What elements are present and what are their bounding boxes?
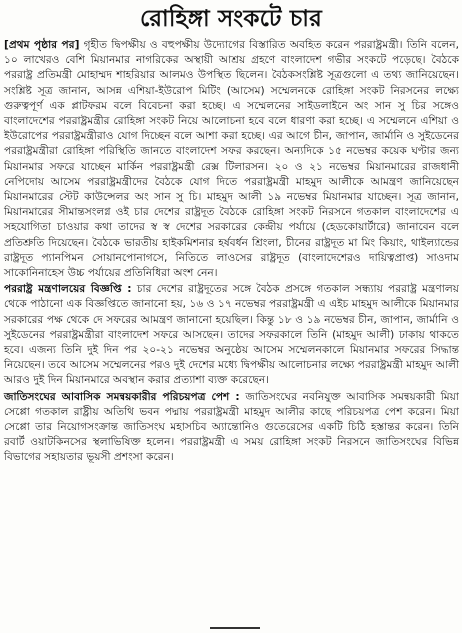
headline: রোহিঙ্গা সংকটে চার — [140, 5, 322, 32]
subheading-un-coordinator: জাতিসংঘের আবাসিক সমন্বয়কারীর পরিচয়পত্র পেশ : — [4, 390, 240, 403]
paragraph-lead — [4, 38, 459, 281]
continuation-tag: [প্রথম পৃষ্ঠার পর] — [4, 39, 80, 51]
paragraph-text: চার দেশের রাষ্ট্রদূতের সঙ্গে বৈঠক প্রসঙ্গে গতকাল সন্ধ্যায় পররাষ্ট্র মন্ত্রণালয় থেকে পাঠানো এক বিজ্ঞপ্তিতে জানানো হয়, ১৬ ও ১৭ নভেম্বর পররাষ্ট্রমন্ত্রী এ এইচ মাহমুদ আলীকে মিয়ানমার সরকারের পক্ষ থেকে দে সফরের আমন্ত্রণ জানানো হয়েছিল। কিন্তু ১৮ ও ১৯ নভেম্বর চীন, জাপান, জার্মানি ও সুইডেনের পররাষ্ট্রমন্ত্রীরা বাংলাদেশ সফরে আসছেন। তাদের সফরকালে তিনি (মাহমুদ আলী) ঢাকায় থাকতে হবে। এজন্য তিনি দুই দিন পর ২০-২১ নভেম্বর অনুষ্ঠেয় আসেম সম্মেলনকালে মিয়ানমার সফরের সিদ্ধান্ত নিয়েছেন। তবে আসেম সম্মেলনের পরও দুই দেশের মধ্যে দ্বিপক্ষীয় আলোচনার লক্ষ্যে পররাষ্ট্রমন্ত্রী মাহমুদ আলী আরও দুই দিন মিয়ানমারে অবস্থান করার প্রত্যাশা ব্যক্ত করেছেন। — [4, 283, 459, 387]
column-end-rule — [210, 627, 260, 633]
paragraph-un-coordinator — [4, 390, 459, 466]
article-body — [4, 38, 459, 467]
paragraph-ministry-notice — [4, 282, 459, 388]
headline-container — [0, 0, 462, 38]
paragraph-text: জাতিসংঘের নবনিযুক্ত আবাসিক সমন্বয়কারী মিয়া সেপ্পো গতকাল রাষ্ট্রীয় অতিথি ভবন পদ্মায় পররাষ্ট্রমন্ত্রী মাহমুদ আলীর কাছে পরিচয়পত্র পেশ করেন। মিয়া সেপ্পো তার নিয়োগসংক্রান্ত জাতিসংঘ মহাসচিব অ্যান্তোনিও গুতেরেসের একটি চিঠি হস্তান্তর করেন। তিনি রবার্ট ওয়াটকিনসের স্থলাভিষিক্ত হলেন। পররাষ্ট্রমন্ত্রী এ সময় রোহিঙ্গা সংকট নিরসনে জাতিসংঘের বিভিন্ন বিভাগের সহায়তার ভূয়সী প্রশংসা করেন। — [4, 390, 459, 464]
subheading-ministry-notice: পররাষ্ট্র মন্ত্রণালয়ের বিজ্ঞপ্তি : — [4, 283, 132, 296]
paragraph-text: গৃহীত দ্বিপক্ষীয় ও বহুপক্ষীয় উদ্যোগের বিস্তারিত অবহিত করেন পররাষ্ট্রমন্ত্রী। তিনি বলেন, ১০ লাখেরও বেশি মিয়ানমার নাগরিকের অস্থায়ী আশ্রয় গ্রহণে বাংলাদেশ গভীর সংকটে পড়েছে। বৈঠকে পররাষ্ট্র প্রতিমন্ত্রী মোহাম্মদ শাহরিয়ার আলমও উপস্থিত ছিলেন। বৈঠকসংশ্লিষ্ট সূত্রগুলো এ তথ্য জানিয়েছেন। সংশ্লিষ্ট সূত্র জানান, আসন্ন এশিয়া-ইউরোপ মিটিং (আসেম) সম্মেলনকে রোহিঙ্গা সংকট নিরসনের লক্ষ্যে গুরুত্বপূর্ণ এক প্লাটফরম বলে বিবেচনা করা হচ্ছে। এ সম্মেলনের সাইডলাইনে অং সান সু চির সঙ্গেও বাংলাদেশের পররাষ্ট্রমন্ত্রীর রোহিঙ্গা সংকট নিয়ে আলোচনা হবে বলে ধারণা করা হচ্ছে। এ সম্মেলনে এশিয়া ও ইউরোপের পররাষ্ট্রমন্ত্রীরাও যোগ দিচ্ছেন বলে আশা করা হচ্ছে। এর আগে চীন, জাপান, জার্মানি ও সুইডেনের পররাষ্ট্রমন্ত্রীরা রোহিঙ্গা পরিস্থিতি জানতে বাংলাদেশ সফর করছেন। অন্যদিকে ১৫ নভেম্বর কয়েক ঘণ্টার জন্য মিয়ানমার সফরে যাচ্ছেন মার্কিন পররাষ্ট্রমন্ত্রী রেক্স টিলারসন। ২০ ও ২১ নভেম্বর মিয়ানমারের রাজধানী নেপিদোয় আসেম পররাষ্ট্রমন্ত্রীদের বৈঠকে যোগ দিতে পররাষ্ট্রমন্ত্রী মাহমুদ আলীকে আমন্ত্রণ জানিয়েছেন মিয়ানমারের স্টেট কাউন্সেলর অং সান সু চি। মাহমুদ আলী ১৯ নভেম্বর মিয়ানমার যাচ্ছেন। সূত্র জানান, মিয়ানমারের সীমান্তসংলগ্ন ওই চার দেশের রাষ্ট্রদূত বৈঠকে রোহিঙ্গা সংকট নিরসনে গতকাল বাংলাদেশের এ সহযোগিতা চাওয়ার কথা তাদের স্ব স্ব দেশের সরকারের কেন্দ্রীয় পর্যায়ে (হেডকোয়ার্টারে) জানাবেন বলে প্রতিশ্রুতি দিয়েছেন। বৈঠকে ভারতীয় হাইকমিশনার হর্ষবর্ধন শ্রিংলা, চীনের রাষ্ট্রদূত মা মিং কিয়াং, থাইল্যান্ডের রাষ্ট্রদূত প্যানপিমন সোয়ানপোনাগসে, নিতিতে লাওসের রাষ্ট্রদূত (বাংলাদেশেরও দায়িত্বপ্রাপ্ত) সাওদাম সাকোনিনাহেস উচ্চ পর্যায়ের প্রতিনিধিরা অংশ নেন। — [4, 39, 459, 280]
